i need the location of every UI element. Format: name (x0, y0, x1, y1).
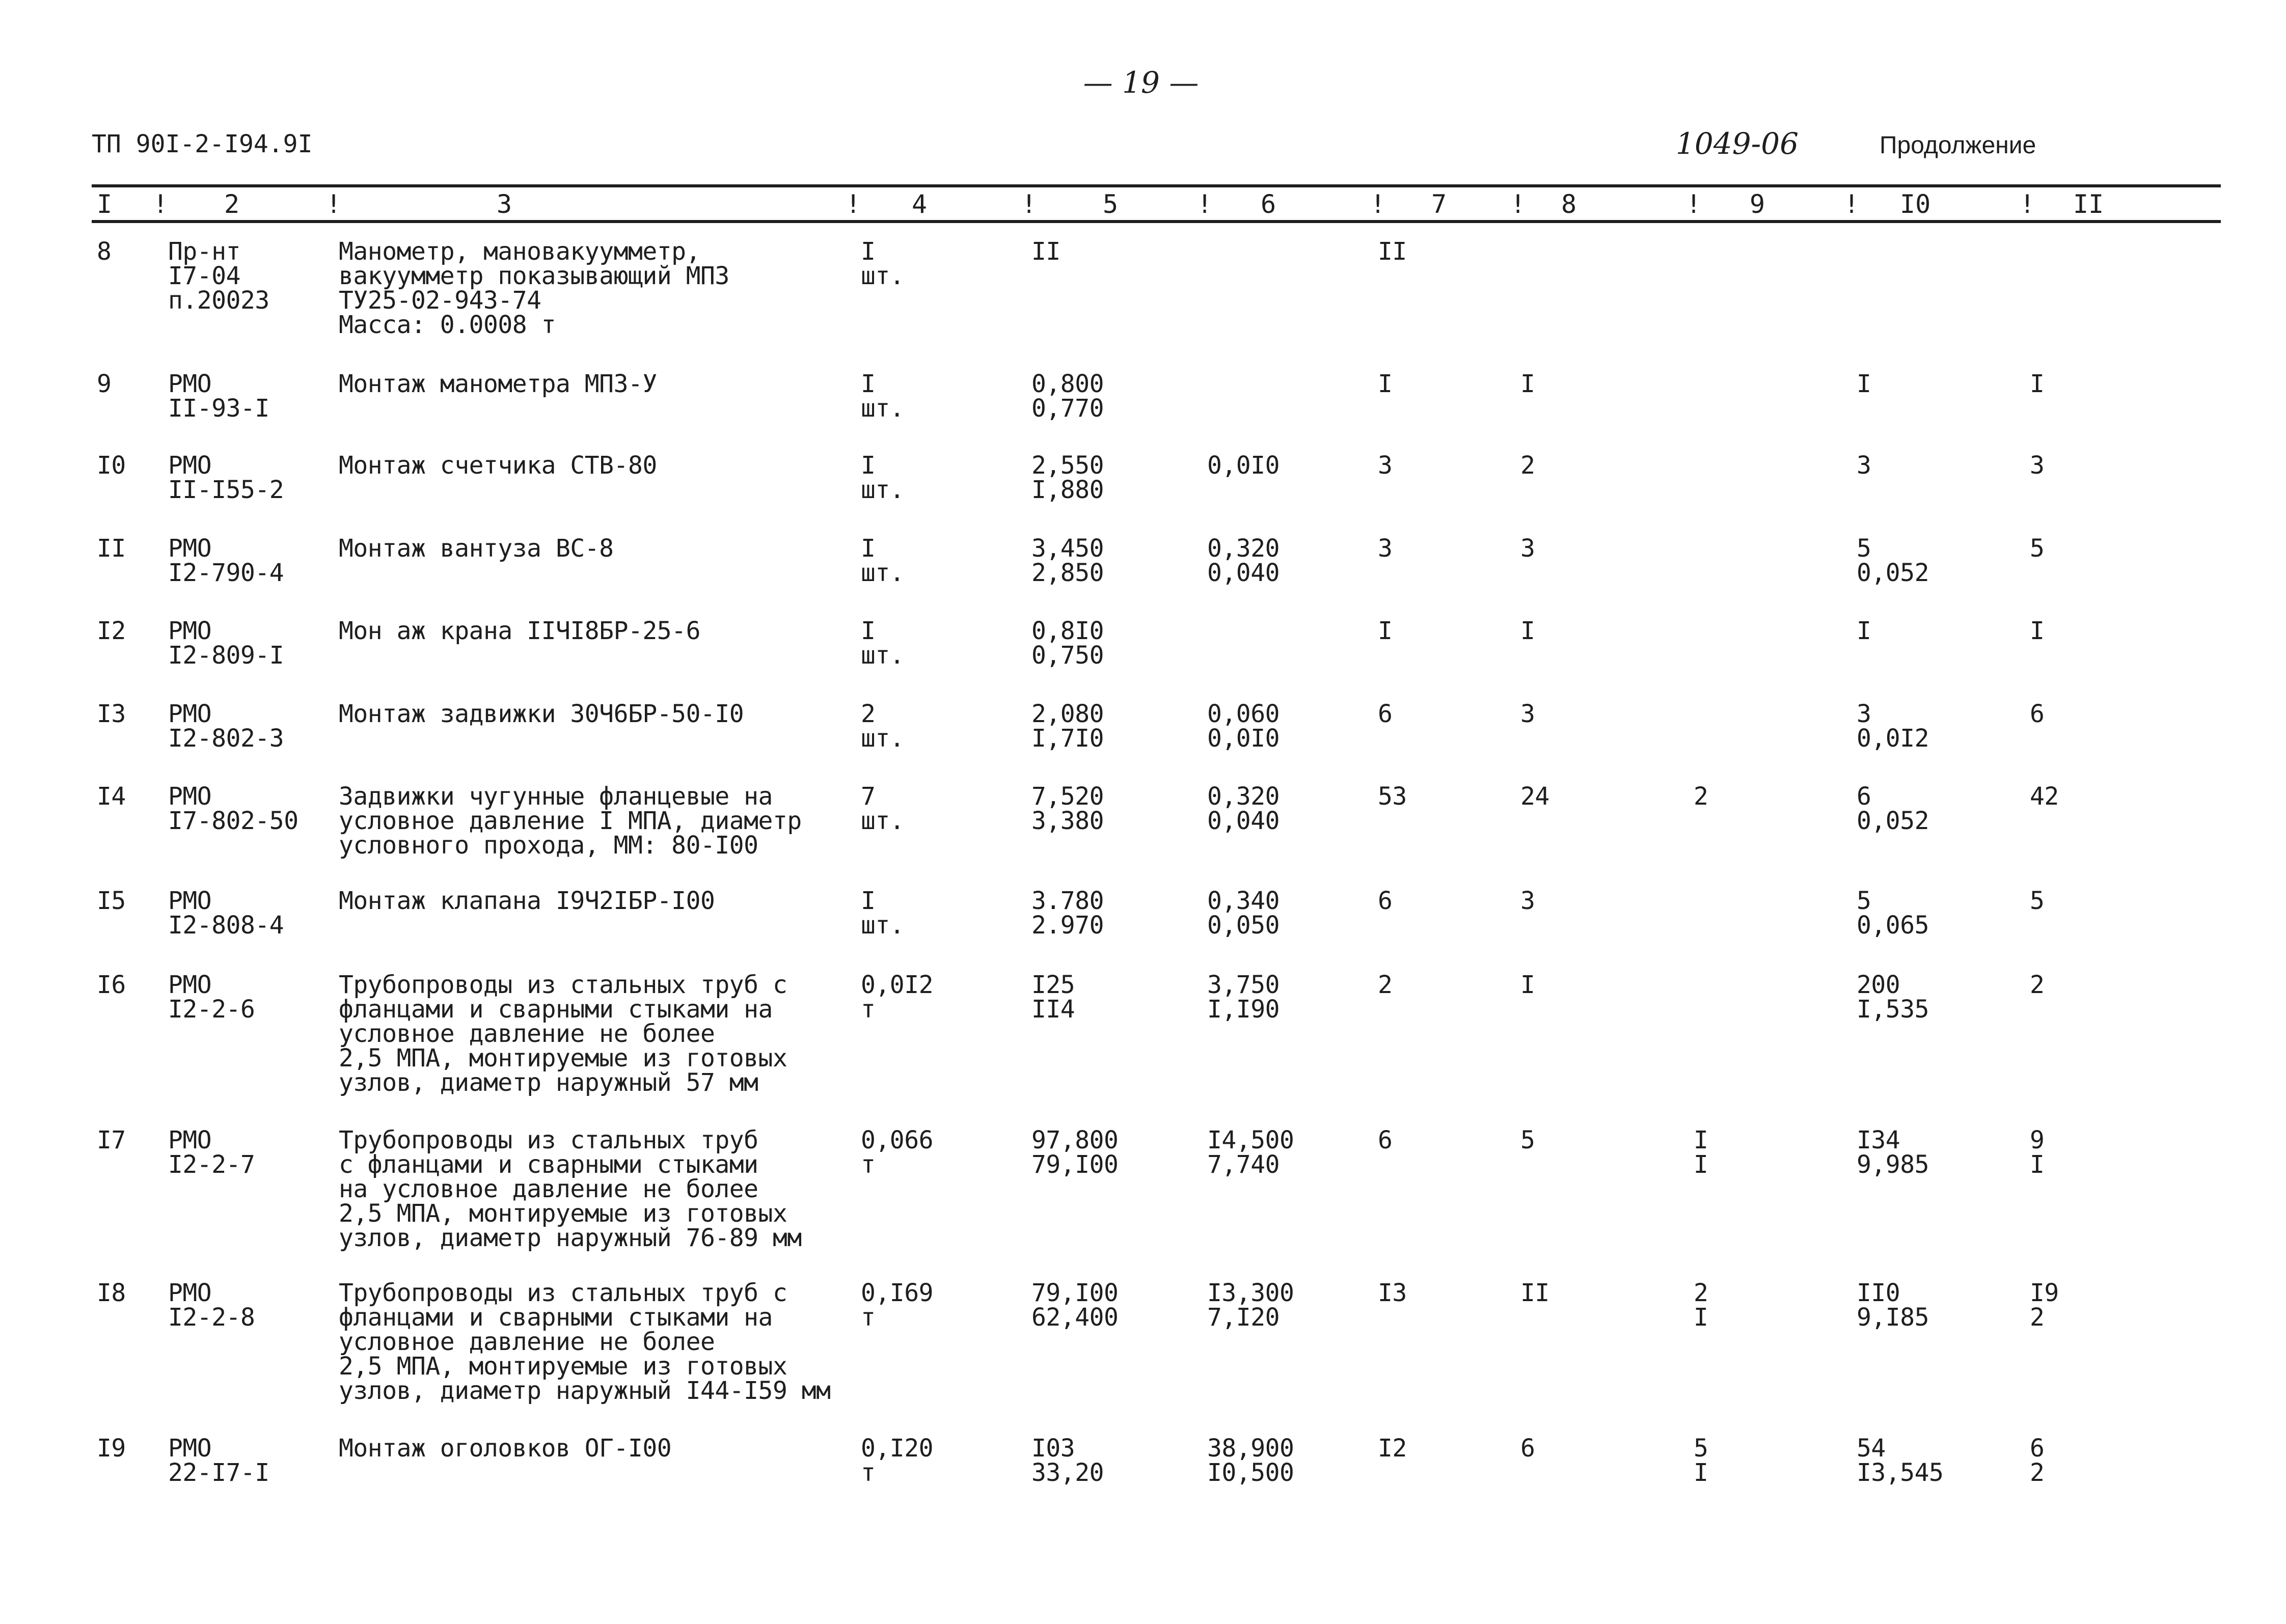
cell-c11: 9 I (2030, 1126, 2045, 1179)
cell-c11: 3 (2030, 451, 2045, 480)
cell-c8: 5 (1520, 1126, 1535, 1154)
cell-c5: 3.780 2.970 (1031, 887, 1104, 940)
cell-c6: 0,320 0,040 (1207, 782, 1280, 835)
cell-qty: I шт. (861, 887, 905, 940)
cell-name: Монтаж вантуза ВС-8 (339, 534, 614, 563)
cell-name: Монтаж манометра МПЗ-У (339, 370, 657, 398)
cell-c5: 79,I00 62,400 (1031, 1279, 1119, 1332)
cell-c8: 2 (1520, 451, 1535, 480)
cell-c10: II0 9,I85 (1857, 1279, 1929, 1332)
header-col-9: 9 (1750, 189, 1765, 219)
cell-c7: I3 (1378, 1279, 1407, 1307)
cell-c11: I (2030, 617, 2045, 645)
header-col-5: 5 (1103, 189, 1119, 219)
header-separators: ! (846, 189, 861, 219)
cell-c6: 0,320 0,040 (1207, 534, 1280, 587)
cell-c8: 3 (1520, 887, 1535, 915)
cell-c5: 2,080 I,7I0 (1031, 700, 1104, 753)
header-separators: ! (1510, 189, 1526, 219)
cell-code: РМО I2-2-8 (168, 1279, 255, 1332)
cell-c5: 2,550 I,880 (1031, 451, 1104, 504)
cell-c11: 6 (2030, 700, 2045, 728)
cell-c11: 5 (2030, 534, 2045, 563)
cell-c6: I4,500 7,740 (1207, 1126, 1294, 1179)
cell-c5: 0,8I0 0,750 (1031, 617, 1104, 670)
cell-c10: I34 9,985 (1857, 1126, 1929, 1179)
cell-c7: 53 (1378, 782, 1407, 811)
continuation-label: Продолжение (1880, 132, 2036, 159)
cell-no: I2 (97, 617, 126, 645)
cell-name: Трубопроводы из стальных труб с фланцами и сварными стыками на условное давление не более 2,5 МПА, монтируемые из готовых узлов, диаметр наружный 76-89 мм (339, 1126, 802, 1252)
header-separators: ! (1021, 189, 1037, 219)
cell-no: I6 (97, 971, 126, 999)
cell-c10: I (1857, 370, 1871, 398)
header-col-7: 7 (1431, 189, 1447, 219)
header-col-6: 6 (1261, 189, 1276, 219)
cell-no: 9 (97, 370, 112, 398)
cell-name: Монтаж задвижки 30Ч6БР-50-I0 (339, 700, 744, 728)
header-col-1: I (97, 189, 113, 219)
header-col-2: 2 (224, 189, 240, 219)
cell-code: РМО I2-790-4 (168, 534, 284, 587)
cell-qty: 0,066 т (861, 1126, 933, 1179)
cell-c8: I (1520, 971, 1535, 999)
cell-code: РМО 22-I7-I (168, 1434, 269, 1487)
table-top-rule (92, 184, 2221, 187)
cell-c7: I (1378, 370, 1393, 398)
header-col-8: 8 (1561, 189, 1577, 219)
cell-c6: I3,300 7,I20 (1207, 1279, 1294, 1332)
cell-name: Мон аж крана IIЧI8БР-25-6 (339, 617, 700, 645)
cell-c10: 5 0,052 (1857, 534, 1929, 587)
cell-c9: 5 I (1694, 1434, 1708, 1487)
header-separators: ! (1197, 189, 1213, 219)
cell-code: Пр-нт I7-04 п.20023 (168, 237, 269, 315)
header-separators: ! (326, 189, 342, 219)
cell-c6: 0,060 0,0I0 (1207, 700, 1280, 753)
cell-c9: I I (1694, 1126, 1708, 1179)
cell-no: I5 (97, 887, 126, 915)
cell-c6: 38,900 I0,500 (1207, 1434, 1294, 1487)
cell-c10: I (1857, 617, 1871, 645)
table-header-rule (92, 220, 2221, 223)
cell-qty: 0,I20 т (861, 1434, 933, 1487)
cell-code: РМО I2-808-4 (168, 887, 284, 940)
header-col-10: I0 (1900, 189, 1931, 219)
cell-c9: 2 (1694, 782, 1708, 811)
cell-c8: 3 (1520, 700, 1535, 728)
cell-code: РМО I2-809-I (168, 617, 284, 670)
cell-code: РМО II-93-I (168, 370, 269, 423)
cell-no: I0 (97, 451, 126, 480)
page-number: — 19 — (1083, 65, 1199, 100)
cell-c8: I (1520, 617, 1535, 645)
cell-no: I4 (97, 782, 126, 811)
cell-c7: I2 (1378, 1434, 1407, 1463)
cell-no: I8 (97, 1279, 126, 1307)
cell-c11: I9 2 (2030, 1279, 2059, 1332)
cell-c7: II (1378, 237, 1407, 266)
header-separators: ! (1686, 189, 1702, 219)
cell-no: I9 (97, 1434, 126, 1463)
cell-c5: 0,800 0,770 (1031, 370, 1104, 423)
document-code: ТП 90I-2-I94.9I (92, 130, 313, 158)
cell-c11: 6 2 (2030, 1434, 2045, 1487)
cell-no: 8 (97, 237, 112, 266)
cell-c8: 3 (1520, 534, 1535, 563)
cell-c7: 3 (1378, 451, 1393, 480)
cell-code: РМО I2-2-6 (168, 971, 255, 1024)
header-col-4: 4 (912, 189, 928, 219)
cell-c9: 2 I (1694, 1279, 1708, 1332)
cell-qty: 2 шт. (861, 700, 905, 753)
cell-c10: 5 0,065 (1857, 887, 1929, 940)
cell-code: РМО II-I55-2 (168, 451, 284, 504)
cell-c11: 2 (2030, 971, 2045, 999)
handwritten-reference: 1049-06 (1676, 126, 1799, 161)
cell-c6: 0,0I0 (1207, 451, 1280, 480)
cell-c11: 5 (2030, 887, 2045, 915)
cell-c7: 6 (1378, 887, 1393, 915)
cell-c10: 3 0,0I2 (1857, 700, 1929, 753)
cell-name: Манометр, мановакуумметр, вакуумметр показывающий МПЗ ТУ25-02-943-74 Масса: 0.0008 т (339, 237, 729, 339)
cell-c7: 2 (1378, 971, 1393, 999)
cell-c11: 42 (2030, 782, 2059, 811)
cell-c8: II (1520, 1279, 1549, 1307)
cell-c5: 3,450 2,850 (1031, 534, 1104, 587)
cell-qty: 0,I69 т (861, 1279, 933, 1332)
cell-c10: 200 I,535 (1857, 971, 1929, 1024)
cell-c8: 6 (1520, 1434, 1535, 1463)
cell-c5: II (1031, 237, 1060, 266)
cell-c7: 6 (1378, 700, 1393, 728)
cell-qty: I шт. (861, 617, 905, 670)
cell-no: I7 (97, 1126, 126, 1154)
cell-c7: I (1378, 617, 1393, 645)
cell-c10: 6 0,052 (1857, 782, 1929, 835)
header-separators: ! (153, 189, 169, 219)
cell-c10: 3 (1857, 451, 1871, 480)
cell-c5: I03 33,20 (1031, 1434, 1104, 1487)
cell-c6: 3,750 I,I90 (1207, 971, 1280, 1024)
cell-name: Монтаж оголовков ОГ-I00 (339, 1434, 672, 1463)
cell-code: РМО I7-802-50 (168, 782, 298, 835)
header-col-3: 3 (497, 189, 512, 219)
cell-no: II (97, 534, 126, 563)
cell-qty: I шт. (861, 534, 905, 587)
cell-c5: 7,520 3,380 (1031, 782, 1104, 835)
cell-name: Монтаж клапана I9Ч2IБР-I00 (339, 887, 715, 915)
cell-qty: I шт. (861, 370, 905, 423)
cell-c7: 6 (1378, 1126, 1393, 1154)
cell-name: Задвижки чугунные фланцевые на условное давление I МПА, диаметр условного прохода, ММ: 80-I00 (339, 782, 802, 860)
cell-code: РМО I2-802-3 (168, 700, 284, 753)
cell-c8: I (1520, 370, 1535, 398)
cell-c5: 97,800 79,I00 (1031, 1126, 1119, 1179)
cell-name: Трубопроводы из стальных труб с фланцами и сварными стыками на условное давление не более 2,5 МПА, монтируемые из готовых узлов, диаметр наружный I44-I59 мм (339, 1279, 831, 1405)
cell-name: Монтаж счетчика СТВ-80 (339, 451, 657, 480)
cell-qty: 7 шт. (861, 782, 905, 835)
header-separators: ! (1370, 189, 1386, 219)
cell-c5: I25 II4 (1031, 971, 1075, 1024)
cell-c11: I (2030, 370, 2045, 398)
cell-name: Трубопроводы из стальных труб с фланцами и сварными стыками на условное давление не более 2,5 МПА, монтируемые из готовых узлов, диаметр наружный 57 мм (339, 971, 787, 1097)
cell-code: РМО I2-2-7 (168, 1126, 255, 1179)
header-col-11: II (2073, 189, 2104, 219)
cell-qty: I шт. (861, 237, 905, 290)
cell-qty: I шт. (861, 451, 905, 504)
cell-c8: 24 (1520, 782, 1549, 811)
header-separators: ! (2020, 189, 2035, 219)
header-separators: ! (1844, 189, 1860, 219)
cell-c10: 54 I3,545 (1857, 1434, 1944, 1487)
cell-no: I3 (97, 700, 126, 728)
cell-qty: 0,0I2 т (861, 971, 933, 1024)
cell-c6: 0,340 0,050 (1207, 887, 1280, 940)
cell-c7: 3 (1378, 534, 1393, 563)
